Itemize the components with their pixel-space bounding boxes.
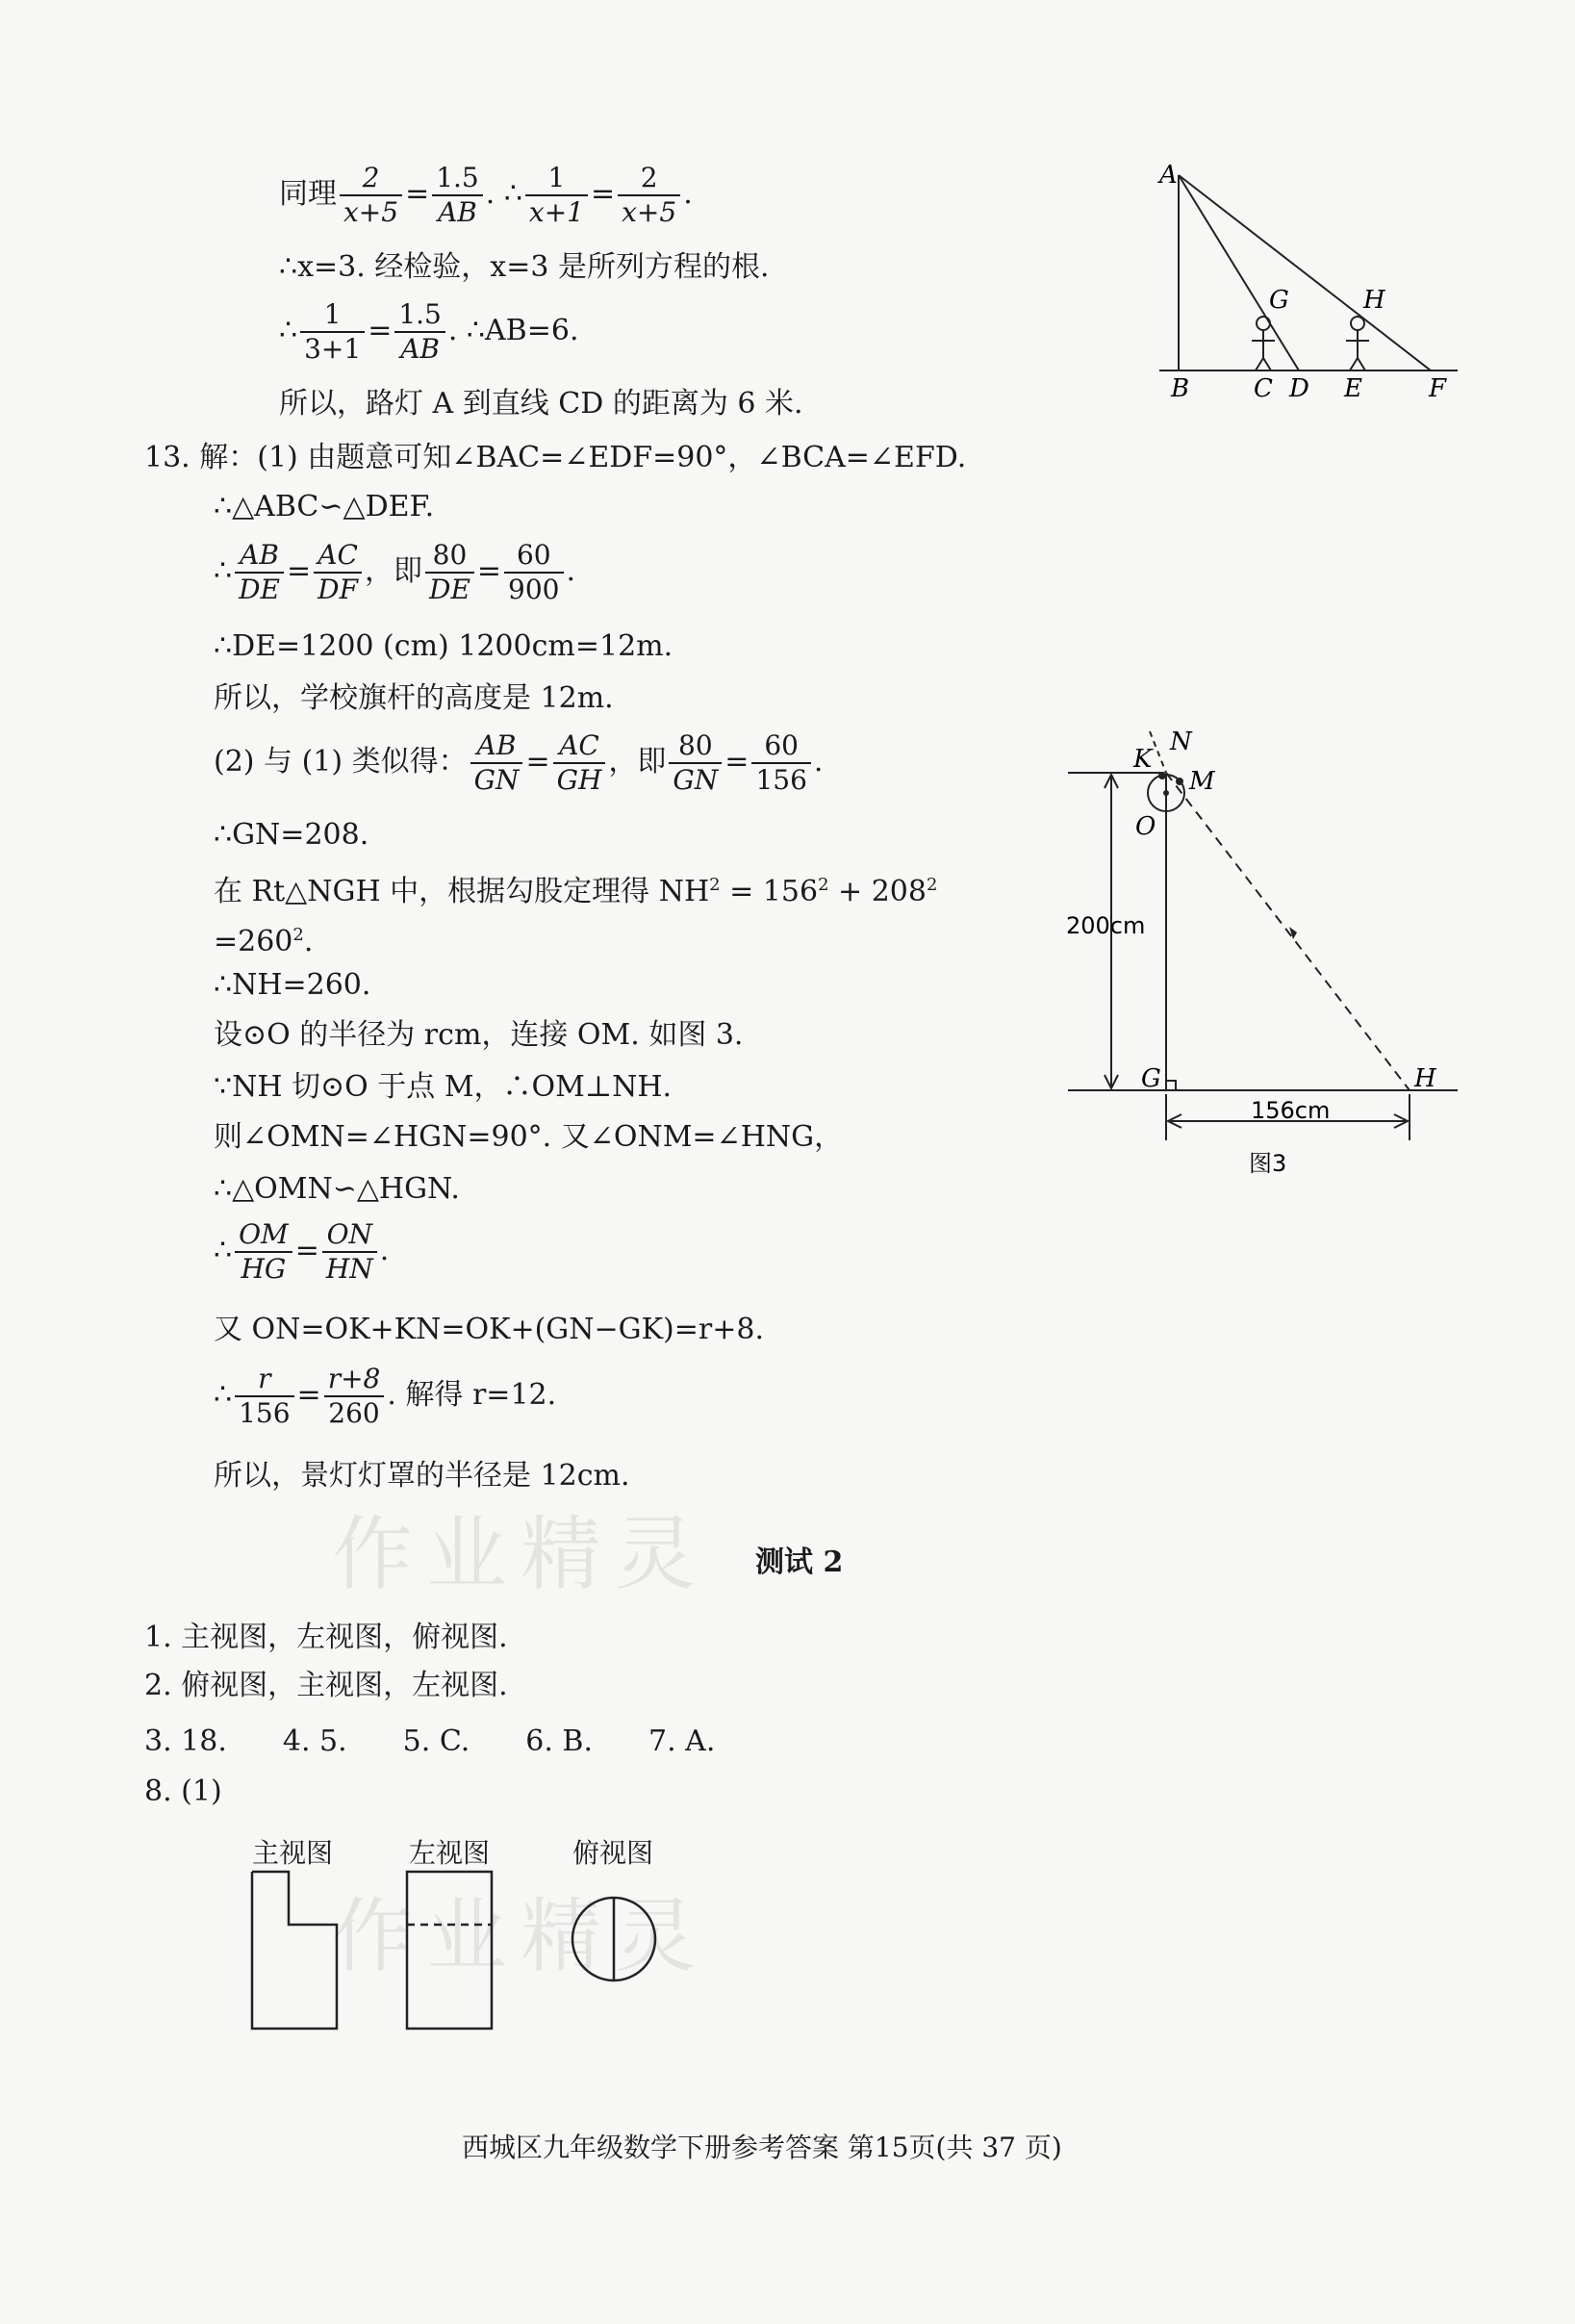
answer-8: 8. (1) <box>144 1775 222 1808</box>
q13-line-13: 则∠OMN=∠HGN=90°. 又∠ONM=∠HNG， <box>214 1120 844 1154</box>
shadow-ray-2 <box>1179 175 1431 370</box>
q13-line-1: 13. 解：(1) 由题意可知∠BAC=∠EDF=90°，∠BCA=∠EFD. <box>144 441 967 474</box>
lamp-figure <box>1150 154 1467 404</box>
q13-line-12: ∵NH 切⊙O 于点 M，∴OM⊥NH. <box>214 1070 673 1104</box>
watermark-2: 作业精灵 <box>332 1889 710 1983</box>
q12-line-1: 同理 $\frac{2}{x+5}$ = $\frac{1.5}{AB}$ . ∴ $\frac{1}{x+1}$ = $\frac{2}{x+5}$ . <box>279 162 693 228</box>
q13-line-14: ∴△OMN∽△HGN. <box>214 1172 460 1206</box>
label-B: B <box>1171 374 1190 403</box>
answer-2: 2. 俯视图，主视图，左视图. <box>144 1669 508 1702</box>
q13-line-16: 又 ON=OK+KN=OK+(GN−GK)=r+8. <box>214 1313 764 1346</box>
label-M: M <box>1189 767 1215 796</box>
q12-line-4: 所以，路灯 A 到直线 CD 的距离为 6 米. <box>279 387 803 421</box>
answer-6: 6. B. <box>525 1724 594 1758</box>
q13-line-11: 设⊙O 的半径为 rcm，连接 OM. 如图 3. <box>214 1018 744 1052</box>
answer-3: 3. 18. <box>144 1724 227 1758</box>
label-D: D <box>1289 374 1309 403</box>
q13-line-4: ∴DE=1200 (cm) 1200cm=12m. <box>214 629 673 663</box>
answer-4: 4. 5. <box>282 1724 347 1758</box>
page-footer: 西城区九年级数学下册参考答案 第15页(共 37 页) <box>462 2132 1062 2163</box>
left-view-shape <box>407 1872 492 2029</box>
section-title: 测试 2 <box>755 1545 844 1579</box>
answer-7: 7. A. <box>648 1724 716 1758</box>
front-view-shape <box>252 1872 337 2029</box>
q13-line-2: ∴△ABC∽△DEF. <box>214 490 435 524</box>
q13-line-5: 所以，学校旗杆的高度是 12m. <box>214 681 614 715</box>
q12-line-3: ∴ $\frac{1}{3+1}$ = $\frac{1.5}{AB}$ . ∴AB=6. <box>279 298 579 365</box>
label-A: A <box>1159 161 1178 190</box>
answer-1: 1. 主视图，左视图，俯视图. <box>144 1621 508 1654</box>
label-H: H <box>1414 1064 1436 1093</box>
front-view-label: 主视图 <box>252 1837 334 1869</box>
light-ray <box>1166 773 1410 1090</box>
label-N: N <box>1170 728 1192 756</box>
q13-line-3: ∴ $\frac{AB}{DE}$ = $\frac{AC}{DF}$ ，即 $\frac{80}{DE}$ = $\frac{60}{900}$ . <box>214 539 576 605</box>
q13-line-6: (2) 与 (1) 类似得： $\frac{AB}{GN}$ = $\frac{AC}{GH}$ ，即 $\frac{80}{GN}$ = $\frac{60}{156}$ . <box>214 729 824 796</box>
q13-line-8: 在 Rt△NGH 中，根据勾股定理得 $NH^2 = 156^2 + 208^2$ <box>214 875 938 908</box>
q13-line-7: ∴GN=208. <box>214 818 369 852</box>
figure-3 <box>1058 727 1472 1188</box>
answers-3-7 <box>144 1723 715 1761</box>
label-G: G <box>1269 286 1289 315</box>
q13-line-9: $=260^2$. <box>214 925 314 958</box>
height-label: 200cm <box>1066 912 1146 939</box>
label-E: E <box>1344 374 1362 403</box>
base-label: 156cm <box>1251 1097 1331 1124</box>
left-view-label: 左视图 <box>409 1837 491 1869</box>
q13-line-15: ∴ $\frac{OM}{HG}$ = $\frac{ON}{HN}$ . <box>214 1218 390 1285</box>
label-G: G <box>1141 1064 1161 1093</box>
q13-line-17: ∴ $\frac{r}{156}$ = $\frac{r+8}{260}$ . 解得 r=12. <box>214 1363 557 1429</box>
watermark: 作业精灵 <box>332 1507 710 1601</box>
shadow-ray-1 <box>1179 175 1299 370</box>
figure-caption: 图3 <box>1249 1150 1287 1177</box>
answer-5: 5. C. <box>402 1724 470 1758</box>
three-views-drawing <box>241 1867 673 2040</box>
top-view-label: 俯视图 <box>572 1837 654 1869</box>
label-H: H <box>1363 286 1385 315</box>
label-O: O <box>1135 812 1156 841</box>
label-C: C <box>1254 374 1273 403</box>
label-K: K <box>1133 745 1153 774</box>
q13-line-10: ∴NH=260. <box>214 968 371 1002</box>
q13-line-18: 所以，景灯灯罩的半径是 12cm. <box>214 1459 630 1493</box>
q12-line-2: ∴x=3. 经检验，x=3 是所列方程的根. <box>279 250 770 284</box>
label-F: F <box>1429 374 1447 403</box>
